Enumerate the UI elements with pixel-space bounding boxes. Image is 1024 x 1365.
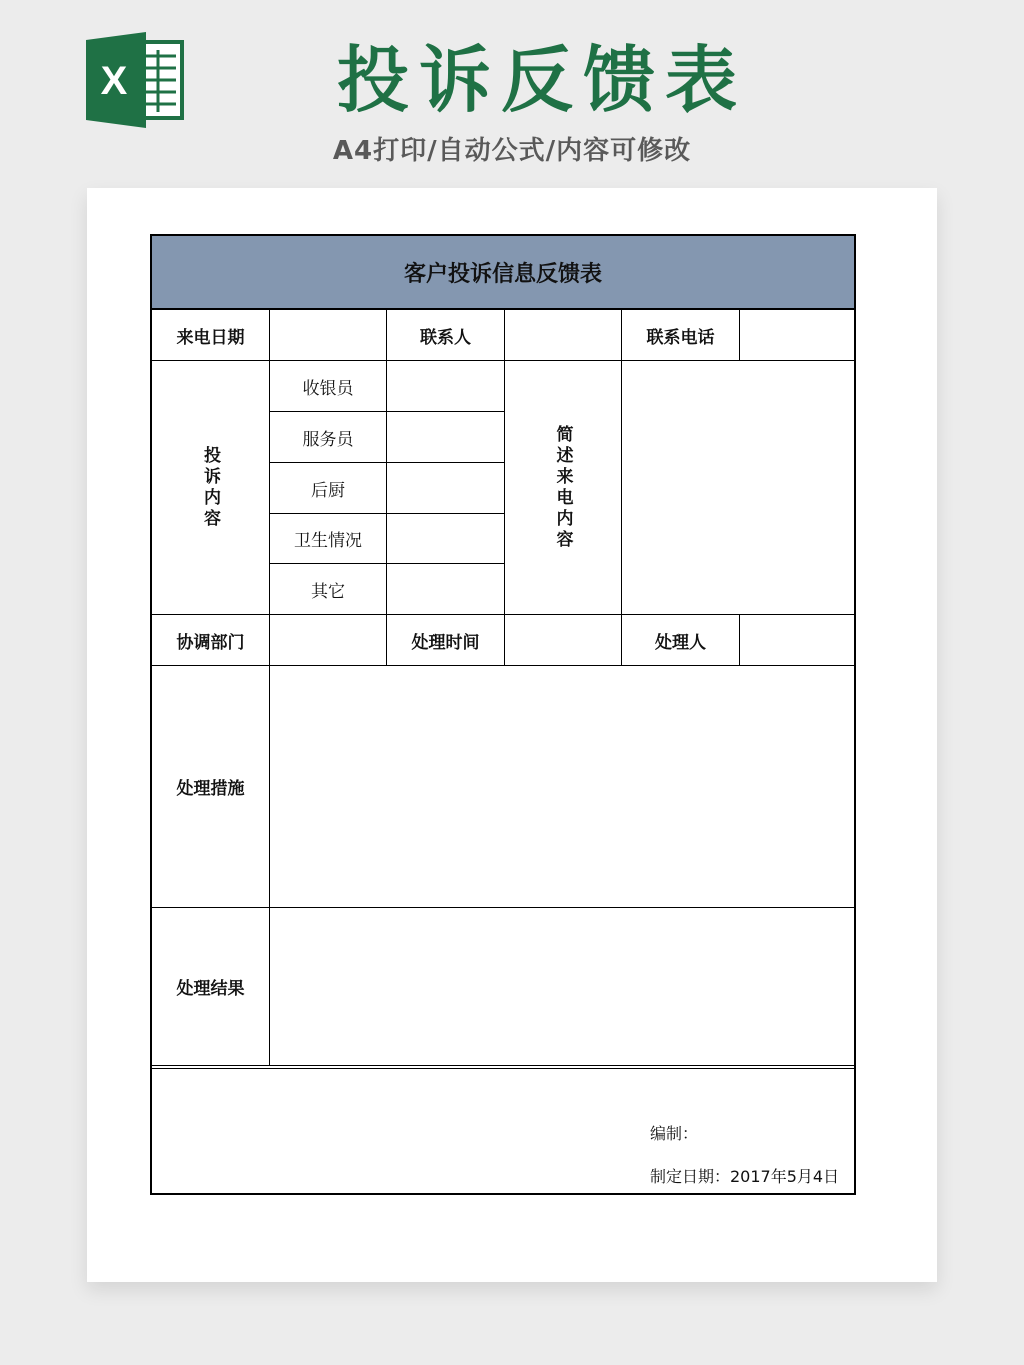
summary-value[interactable] [622, 361, 854, 614]
feedback-form [150, 234, 856, 1195]
target-kitchen: 后厨 [311, 480, 345, 501]
handler-label: 处理人 [655, 632, 706, 653]
check-cashier[interactable] [387, 361, 504, 411]
handler-value[interactable] [740, 615, 854, 665]
summary-label-cell [505, 361, 621, 614]
result-label: 处理结果 [176, 979, 245, 999]
target-waiter: 服务员 [302, 429, 354, 450]
check-other[interactable] [387, 564, 504, 614]
grid-line [152, 1065, 854, 1066]
complaint-label-cell [152, 361, 269, 614]
target-cashier: 收银员 [302, 378, 354, 399]
banner-subtitle: A4打印/自动公式/内容可修改 [332, 136, 692, 166]
phone-label: 联系电话 [646, 328, 715, 348]
check-kitchen[interactable] [387, 463, 504, 513]
handle-time-value[interactable] [505, 615, 621, 665]
grid-line [152, 1068, 854, 1069]
form-title: 客户投诉信息反馈表 [152, 236, 854, 310]
department-value[interactable] [270, 615, 386, 665]
complaint-label: 投诉内容 [200, 445, 220, 530]
check-hygiene[interactable] [387, 514, 504, 563]
result-value[interactable] [270, 908, 854, 1065]
banner-title: 投诉反馈表 [336, 38, 747, 122]
contact-label: 联系人 [420, 328, 471, 348]
measures-label: 处理措施 [176, 779, 245, 799]
summary-label: 简述来电内容 [552, 424, 573, 551]
call-date-value[interactable] [270, 311, 386, 360]
call-date-label: 来电日期 [176, 328, 245, 348]
check-waiter[interactable] [387, 412, 504, 462]
phone-value[interactable] [740, 311, 854, 360]
target-hygiene: 卫生情况 [294, 531, 362, 551]
target-other: 其它 [311, 581, 345, 602]
measures-value[interactable] [270, 666, 854, 907]
svg-text:X: X [100, 59, 128, 103]
department-label: 协调部门 [176, 632, 245, 653]
issue-date: 制定日期：2017年5月4日 [650, 1166, 840, 1186]
handle-time-label: 处理时间 [411, 632, 480, 653]
contact-value[interactable] [505, 311, 621, 360]
editor-label: 编制： [650, 1123, 699, 1143]
